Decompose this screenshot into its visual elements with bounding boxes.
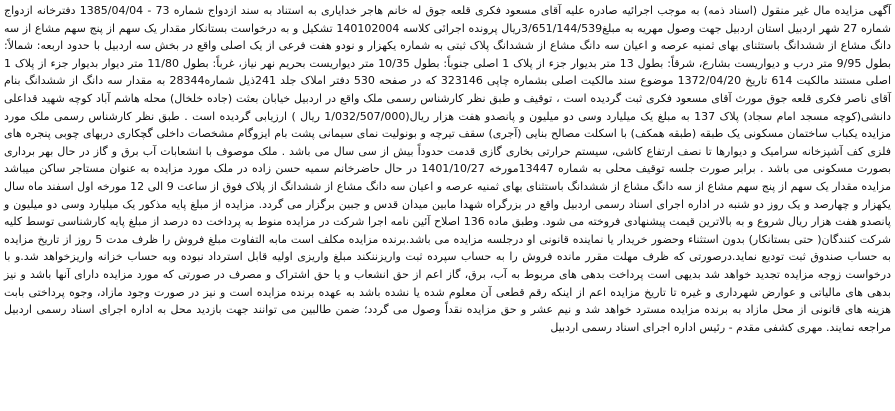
notice-body-text: آگهی مزایده مال غیر منقول (اسناد ذمه) به موجب اجرائیه صادره علیه آقای مسعود فکری قلعه جوق له خانم هاجر خدایاری به استناد به سند ازدواج شماره 73 - 1385/04/04 دفترخانه ازدواج شماره 27 شهر اردبیل استان اردبیل جهت وصول مهریه به مبلغ3/651/144/539ریال پرونده اجرائی کلاسه 140102004 تشکیل و به درخواست بستانکار مقدار یک سهم از پنج سهم مشاع از سه دانگ مشاع از ششدانگ باستثنای بهای ثمنیه عرصه و اعیان سه دانگ مشاع از ششدانگ پلاک ثبتی به شماره یکهزار و نودو هفت فرعی از یک اصلی واقع در بخش سه اردبیل با حدود اربعه: شمالاً: بطول 9/95 متر درب و دیواریست بشارع، شرقاً: بطول 13 متر بدیوار جزء از پلاک 1 اصلی جنوباً: بطول 10/35 متر دیواریست بحریم نهر نیاز، غرباً: بطول 11/80 متر دیوار بدیوار جزء از پلاک 1 اصلی مستند مالکیت 614 تاریخ 1372/04/20 موضوع سند مالکیت اصلی بشماره چاپی 323146 که در صفحه 530 دفتر املاک جلد 241ذیل شماره28344 به مقدار سه دانگ از ششدانگ بنام آقای ناصر فکری قلعه جوق مورث آقای مسعود فکری ثبت گردیده است ، توقیف و طبق نظر کارشناس رسمی ملک واقع در اردبیل خیابان بعثت (جاده خلخال) محله هاشم آباد کوچه شهید قداعلی دانشی(کوچه مسجد امام سجاد) پلاک 137 به مبلغ یک میلیارد وسی دو میلیون و پانصدو هفت هزار ریال(1/032/507/000 ریال ) ارزیابی گردیده است . طبق نظر کارشناس رسمی ملک مورد مزایده یکباب ساختمان مسکونی یک طبقه (طبقه همکف) با اسکلت مصالح بنایی (آجری) سقف تیرچه و بونولیت نمای سیمانی پشت بام ایزوگام مشخصات داخلی گچکاری دربهای چوبی پنجره های فلزی کف آشپزخانه سرامیک و دیوارها تا نصف ارتفاع کاشی، سیستم حرارتی بخاری گازی قدمت حدوداً بیش از سی سال می باشد . ملک موصوف با انشعابات آب برق و گاز در حال بهر برداری بصورت مسکونی می باشد . برابر صورت جلسه توقیف محلی به شماره 13447مورخه 1401/10/27 در حال حاضرخانم سمیه حسن زاده در ملک مورد مزایده به عنوان مستاجر ساکن میباشد مزایده مقدار یک سهم از پنج سهم مشاع از سه دانگ مشاع از ششدانگ باستثنای بهای ثمنیه عرصه و اعیان سه دانگ مشاع از ششدانگ از پلاک فوق از ساعت 9 الی 12 مورخه اول اسفند ماه سال یکهزار و چهارصد و یک روز دو شنبه در اداره اجرای اسناد رسمی اردبیل واقع در بزرگراه شهدا مابین میدان قدس و جبین برگزار می گردد. مزایده از مبلغ پایه مذکور یک میلیارد وسی دو میلیون و پانصدو هفت هزار ریال شروع و به بالاترین قیمت پیشنهادی فروخته می شود. وطبق ماده 136 اصلاح آئین نامه اجرا شرکت در مزایده منوط به پرداخت ده درصد از مبلغ پایه کارشناسی توسط کلیه شرکت کنندگان( حتی بستانکار) بدون استثناء وحضور خریدار یا نماینده قانونی او درجلسه مزایده می باشد.برنده مزایده مکلف است مابه التفاوت مبلغ فروش را ظرف مدت 5 روز از تاریخ مزایده به حساب صندوق ثبت تودیع نماید.درصورتی که ظرف مهلت مقرر مانده فروش را به حساب سپرده ثبت واریزننکند مبلغ واریزی اولیه قابل استرداد نبوده وبه حساب خزانه واریزخواهد شد.و با درخواست زوجه مزایده تجدید خواهد شد بدیهی است پرداخت بدهی های مربوط به آب، برق، گاز اعم از حق انشعاب و یا حق اشتراک و مصرف در صورتی که مورد مزایده دارای آنها باشد و نیز بدهی های مالیاتی و عوارض شهرداری و غیره تا تاریخ مزایده اعم از اینکه رقم قطعی آن معلوم شده یا نشده باشد به عهده برنده مزایده است و نیز در صورت وجود مازاد، وجوه پرداختی بابت هزینه های قانونی از محل مازاد به برنده مزایده مسترد خواهد شد و نیم عشر و حق مزایده نقداً وصول می گردد؛ ضمن طالبین می توانند جهت بازدید محل به اداره اجرای اسناد رسمی اردبیل مراجعه نمایند. مهری کشفی مقدم - رئیس اداره اجرای اسناد رسمی اردبیل	[4, 4, 892, 334]
